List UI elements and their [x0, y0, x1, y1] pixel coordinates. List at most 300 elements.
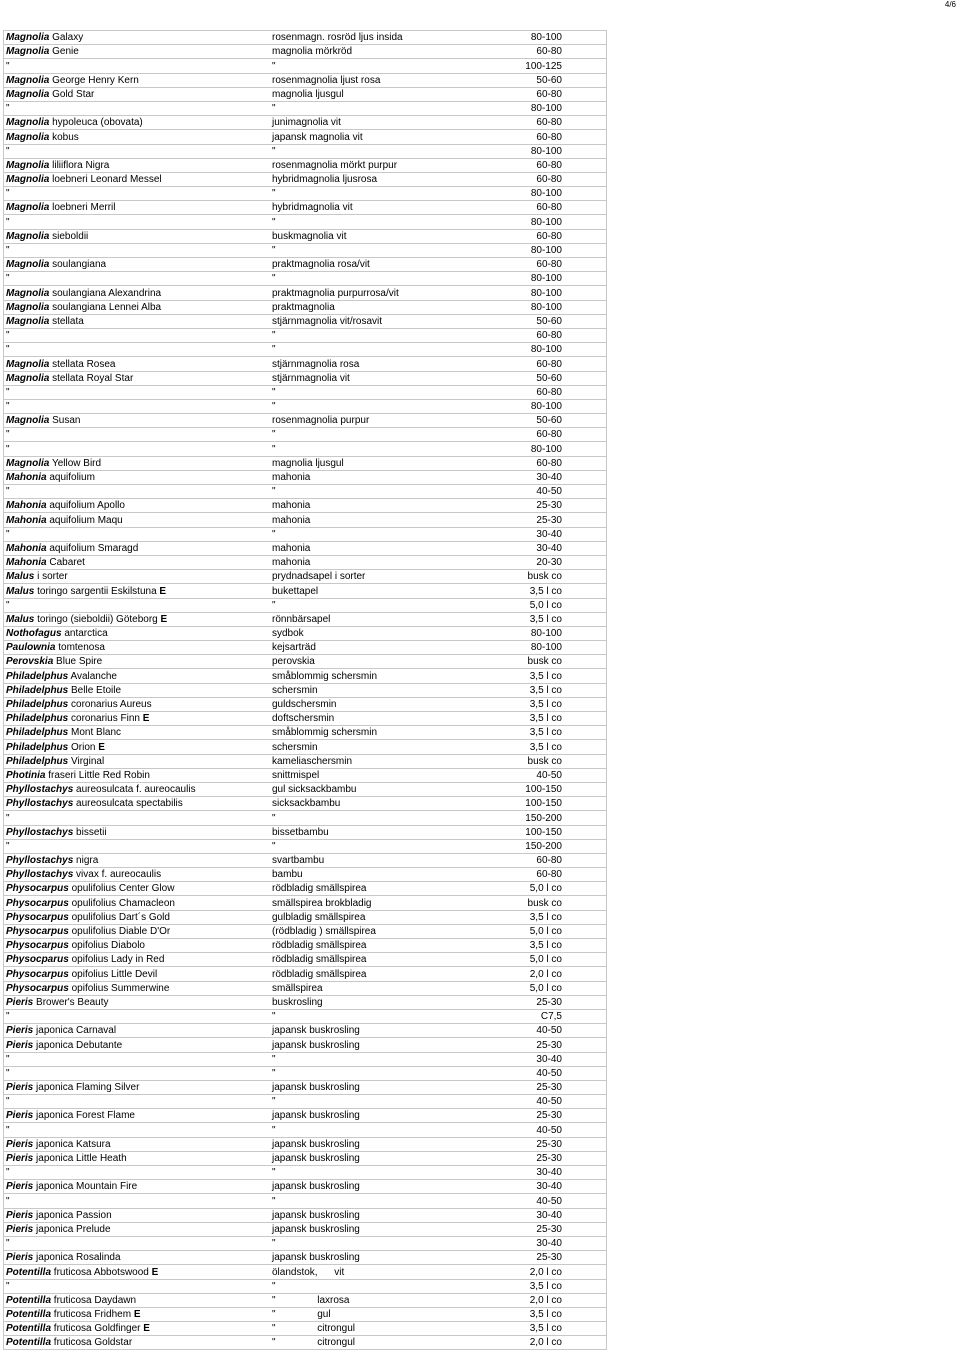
genus-label: Philadelphus	[6, 670, 69, 682]
genus-label: Phyllostachys	[6, 784, 74, 796]
table-row	[4, 825, 607, 839]
plant-name-cell	[4, 470, 271, 484]
genus-label: Phyllostachys	[6, 798, 74, 810]
plant-table-body	[4, 31, 607, 1350]
description-cell: "	[270, 1052, 470, 1066]
species-label: loebneri Merril	[52, 202, 116, 214]
description-cell: prydnadsapel i sorter	[270, 570, 470, 584]
genus-label: Potentilla	[6, 1337, 52, 1349]
species-label: coronarius Aureus	[71, 699, 152, 710]
description-cell: hybridmagnolia ljusrosa	[270, 172, 470, 186]
plant-name-cell	[4, 981, 271, 995]
plant-name-cell	[4, 839, 271, 853]
size-cell: 3,5 l co	[470, 683, 607, 697]
description-cell: småblommig schersmin	[270, 726, 470, 740]
species-label: Galaxy	[52, 32, 84, 44]
species-label: aureosulcata f. aureocaulis	[76, 784, 196, 796]
species-label: Cabaret	[49, 557, 85, 569]
species-label: "	[6, 216, 10, 228]
table-row	[4, 612, 607, 626]
genus-label: Mahonia	[6, 500, 47, 512]
table-row	[4, 1222, 607, 1236]
species-label: bissetii	[76, 826, 107, 838]
description-cell: (rödbladig ) smällspirea	[270, 924, 470, 938]
species-label: "	[6, 1280, 10, 1292]
size-cell: 60-80	[470, 87, 607, 101]
table-row	[4, 442, 607, 456]
size-cell: 3,5 l co	[470, 939, 607, 953]
genus-label: Physocarpus	[6, 968, 69, 980]
page-number: 4/6	[944, 0, 956, 9]
species-label: "	[6, 103, 10, 115]
size-cell: 150-200	[470, 811, 607, 825]
plant-name-cell	[4, 882, 271, 896]
table-row	[4, 1194, 607, 1208]
table-row	[4, 981, 607, 995]
plant-name-cell	[4, 1222, 271, 1236]
species-label: stellata	[52, 315, 84, 327]
table-row	[4, 967, 607, 981]
species-label: japonica Passion	[36, 1209, 112, 1221]
table-row	[4, 1279, 607, 1293]
description-cell: "	[270, 399, 470, 413]
description-cell: mahonia	[270, 541, 470, 555]
table-row	[4, 768, 607, 782]
table-row	[4, 697, 607, 711]
plant-name-cell	[4, 939, 271, 953]
size-cell: 25-30	[470, 1038, 607, 1052]
species-label: "	[6, 1067, 10, 1079]
genus-label: Physocarpus	[6, 883, 69, 895]
size-cell: 80-100	[470, 399, 607, 413]
description-cell: junimagnolia vit	[270, 116, 470, 130]
description-cell: hybridmagnolia vit	[270, 201, 470, 215]
plant-name-cell	[4, 726, 271, 740]
size-cell: 60-80	[470, 258, 607, 272]
size-cell: 50-60	[470, 314, 607, 328]
table-row	[4, 924, 607, 938]
table-row	[4, 555, 607, 569]
genus-label: Physocarpus	[6, 940, 69, 952]
genus-label: Nothofagus	[6, 628, 62, 640]
plant-name-cell	[4, 314, 271, 328]
species-label: George Henry Kern	[52, 74, 139, 86]
genus-label: Magnolia	[6, 131, 50, 143]
plant-name-cell	[4, 712, 271, 726]
genus-label: Pieris	[6, 1209, 34, 1221]
plant-name-cell	[4, 215, 271, 229]
description-cell: japansk buskrosling	[270, 1109, 470, 1123]
size-cell: 80-100	[470, 144, 607, 158]
plant-name-cell	[4, 286, 271, 300]
table-row	[4, 712, 607, 726]
plant-name-cell	[4, 1307, 271, 1321]
size-cell: 30-40	[470, 470, 607, 484]
description-cell: rödbladig smällspirea	[270, 939, 470, 953]
description-cell: svartbambu	[270, 853, 470, 867]
plant-name-cell	[4, 853, 271, 867]
size-cell: 40-50	[470, 768, 607, 782]
size-cell: 25-30	[470, 1109, 607, 1123]
size-cell: 3,5 l co	[470, 712, 607, 726]
description-cell: "	[270, 187, 470, 201]
size-cell: 30-40	[470, 541, 607, 555]
species-label: aquifolium Smaragd	[49, 542, 139, 554]
description-cell: småblommig schersmin	[270, 669, 470, 683]
plant-name-cell	[4, 357, 271, 371]
plant-name-cell	[4, 697, 271, 711]
size-cell: 60-80	[470, 328, 607, 342]
species-label: "	[6, 486, 10, 498]
description-cell: "	[270, 385, 470, 399]
description-cell: stjärnmagnolia rosa	[270, 357, 470, 371]
description-cell: mahonia	[270, 499, 470, 513]
table-row	[4, 811, 607, 825]
species-label: japonica Flaming Silver	[36, 1082, 140, 1094]
size-cell: 2,0 l co	[470, 1336, 607, 1350]
table-row	[4, 1137, 607, 1151]
plant-name-cell	[4, 953, 271, 967]
species-label: antarctica	[64, 628, 108, 640]
table-row	[4, 527, 607, 541]
species-label: stellata Rosea	[52, 358, 116, 370]
genus-label: Pieris	[6, 1223, 34, 1235]
description-cell: " laxrosa	[270, 1293, 470, 1307]
description-cell: rosenmagnolia mörkt purpur	[270, 158, 470, 172]
size-cell: busk co	[470, 570, 607, 584]
species-label: "	[6, 401, 10, 413]
plant-name-cell	[4, 967, 271, 981]
species-label: "	[6, 528, 10, 540]
species-label: soulangiana Alexandrina	[52, 287, 162, 299]
table-row	[4, 399, 607, 413]
table-row	[4, 1336, 607, 1350]
size-cell: busk co	[470, 896, 607, 910]
table-row	[4, 939, 607, 953]
plant-name-cell	[4, 1080, 271, 1094]
plant-name-cell	[4, 1151, 271, 1165]
table-row	[4, 839, 607, 853]
size-cell: 60-80	[470, 428, 607, 442]
description-cell: kameliaschersmin	[270, 754, 470, 768]
size-cell: 80-100	[470, 101, 607, 115]
species-label: fruticosa Fridhem	[53, 1309, 132, 1321]
species-label: Yellow Bird	[51, 457, 102, 469]
description-cell: "	[270, 1009, 470, 1023]
plant-name-cell	[4, 243, 271, 257]
description-cell: mahonia	[270, 513, 470, 527]
table-row	[4, 1109, 607, 1123]
size-cell: 3,5 l co	[470, 669, 607, 683]
plant-name-cell	[4, 910, 271, 924]
table-row	[4, 130, 607, 144]
size-cell: 80-100	[470, 300, 607, 314]
table-row	[4, 910, 607, 924]
description-cell: japansk magnolia vit	[270, 130, 470, 144]
table-row	[4, 598, 607, 612]
plant-name-cell	[4, 158, 271, 172]
plant-name-cell	[4, 172, 271, 186]
size-cell: 100-125	[470, 59, 607, 73]
species-label: japonica Katsura	[36, 1138, 111, 1150]
plant-name-cell	[4, 1052, 271, 1066]
description-cell: buskrosling	[270, 995, 470, 1009]
size-cell: 25-30	[470, 1137, 607, 1151]
table-row	[4, 1024, 607, 1038]
plant-name-cell	[4, 598, 271, 612]
species-label: opulifolius Center Glow	[71, 883, 175, 895]
species-label: "	[6, 1096, 10, 1108]
plant-name-cell	[4, 1109, 271, 1123]
size-cell: 30-40	[470, 527, 607, 541]
size-cell: 25-30	[470, 513, 607, 527]
plant-name-cell	[4, 272, 271, 286]
table-row	[4, 1052, 607, 1066]
genus-label: Pieris	[6, 1110, 34, 1122]
plant-name-cell	[4, 1279, 271, 1293]
table-row	[4, 1293, 607, 1307]
table-row	[4, 1236, 607, 1250]
species-label: aquifolium Apollo	[49, 500, 125, 512]
size-cell: 80-100	[470, 272, 607, 286]
table-row	[4, 357, 607, 371]
species-label: liliiflora Nigra	[52, 159, 110, 171]
species-label: "	[6, 599, 10, 611]
table-row	[4, 272, 607, 286]
e-mark-label: E	[159, 585, 167, 597]
table-row	[4, 882, 607, 896]
size-cell: 25-30	[470, 1251, 607, 1265]
table-row	[4, 258, 607, 272]
plant-name-cell	[4, 584, 271, 598]
size-cell: 80-100	[470, 626, 607, 640]
size-cell: 80-100	[470, 187, 607, 201]
description-cell: " citrongul	[270, 1336, 470, 1350]
table-row	[4, 513, 607, 527]
description-cell: "	[270, 243, 470, 257]
size-cell: 60-80	[470, 130, 607, 144]
genus-label: Magnolia	[6, 301, 50, 313]
size-cell: 3,5 l co	[470, 612, 607, 626]
table-row	[4, 371, 607, 385]
plant-name-cell	[4, 612, 271, 626]
species-label: fraseri Little Red Robin	[48, 769, 150, 781]
plant-name-cell	[4, 1236, 271, 1250]
plant-name-cell	[4, 258, 271, 272]
table-row	[4, 868, 607, 882]
plant-name-cell	[4, 1009, 271, 1023]
plant-name-cell	[4, 1208, 271, 1222]
table-row	[4, 456, 607, 470]
genus-label: Physocparus	[6, 954, 69, 966]
size-cell: 60-80	[470, 868, 607, 882]
table-row	[4, 87, 607, 101]
genus-label: Magnolia	[6, 117, 50, 129]
plant-name-cell	[4, 768, 271, 782]
plant-name-cell	[4, 1180, 271, 1194]
species-label: "	[6, 273, 10, 285]
plant-name-cell	[4, 485, 271, 499]
plant-name-cell	[4, 428, 271, 442]
plant-name-cell	[4, 229, 271, 243]
e-mark-label: E	[133, 1309, 141, 1321]
plant-name-cell	[4, 1095, 271, 1109]
description-cell: bukettapel	[270, 584, 470, 598]
species-label: Brower's Beauty	[36, 996, 109, 1008]
plant-name-cell	[4, 1123, 271, 1137]
size-cell: 80-100	[470, 243, 607, 257]
plant-name-cell	[4, 868, 271, 882]
species-label: vivax f. aureocaulis	[76, 869, 162, 881]
species-label: opulifolius Dart´s Gold	[71, 911, 170, 923]
species-label: "	[6, 840, 10, 852]
plant-name-cell	[4, 456, 271, 470]
species-label: fruticosa Abbotswood	[53, 1266, 149, 1278]
genus-label: Magnolia	[6, 457, 50, 469]
e-mark-label: E	[98, 741, 105, 753]
genus-label: Philadelphus	[6, 741, 69, 753]
description-cell: ölandstok, vit	[270, 1265, 470, 1279]
genus-label: Magnolia	[6, 88, 50, 100]
table-row	[4, 1151, 607, 1165]
table-row	[4, 343, 607, 357]
description-cell: "	[270, 1095, 470, 1109]
plant-name-cell	[4, 669, 271, 683]
description-cell: "	[270, 527, 470, 541]
species-label: coronarius Finn	[71, 713, 140, 725]
genus-label: Magnolia	[6, 32, 50, 44]
species-label: "	[6, 1167, 10, 1179]
size-cell: C7,5	[470, 1009, 607, 1023]
species-label: kobus	[52, 131, 79, 143]
genus-label: Mahonia	[6, 472, 47, 483]
species-label: Susan	[52, 415, 81, 427]
description-cell: "	[270, 59, 470, 73]
plant-name-cell	[4, 782, 271, 796]
table-row	[4, 541, 607, 555]
table-row	[4, 116, 607, 130]
description-cell: "	[270, 1236, 470, 1250]
species-label: toringo sargentii Eskilstuna	[37, 585, 157, 597]
size-cell: 25-30	[470, 1151, 607, 1165]
plant-name-cell	[4, 144, 271, 158]
description-cell: "	[270, 428, 470, 442]
size-cell: 3,5 l co	[470, 1279, 607, 1293]
species-label: opulifolius Diable D'Or	[71, 926, 171, 937]
table-row	[4, 73, 607, 87]
description-cell: rosenmagnolia purpur	[270, 414, 470, 428]
species-label: i sorter	[37, 571, 68, 583]
species-label: stellata Royal Star	[52, 372, 134, 384]
size-cell: 30-40	[470, 1180, 607, 1194]
genus-label: Paulownia	[6, 642, 56, 654]
plant-name-cell	[4, 995, 271, 1009]
description-cell: " gul	[270, 1307, 470, 1321]
size-cell: 40-50	[470, 1024, 607, 1038]
size-cell: 50-60	[470, 73, 607, 87]
genus-label: Pieris	[6, 1153, 34, 1164]
description-cell: stjärnmagnolia vit/rosavit	[270, 314, 470, 328]
size-cell: 150-200	[470, 839, 607, 853]
species-label: fruticosa Daydawn	[53, 1294, 137, 1306]
size-cell: 20-30	[470, 555, 607, 569]
table-row	[4, 385, 607, 399]
description-cell: "	[270, 343, 470, 357]
plant-name-cell	[4, 1293, 271, 1307]
description-cell: perovskia	[270, 655, 470, 669]
description-cell: magnolia ljusgul	[270, 87, 470, 101]
plant-name-cell	[4, 59, 271, 73]
description-cell: mahonia	[270, 470, 470, 484]
species-label: aquifolium Maqu	[49, 514, 123, 526]
species-label: japonica Prelude	[36, 1223, 111, 1235]
size-cell: 40-50	[470, 1066, 607, 1080]
table-row	[4, 414, 607, 428]
table-row	[4, 1080, 607, 1094]
table-row	[4, 1265, 607, 1279]
e-mark-label: E	[143, 1323, 150, 1335]
description-cell: "	[270, 328, 470, 342]
description-cell: japansk buskrosling	[270, 1222, 470, 1236]
size-cell: 60-80	[470, 385, 607, 399]
species-label: nigra	[76, 855, 99, 867]
species-label: "	[6, 145, 10, 157]
description-cell: rödbladig smällspirea	[270, 967, 470, 981]
size-cell: 60-80	[470, 229, 607, 243]
plant-name-cell	[4, 740, 271, 754]
plant-name-cell	[4, 499, 271, 513]
description-cell: rosenmagn. rosröd ljus insida	[270, 31, 470, 45]
plant-name-cell	[4, 683, 271, 697]
species-label: "	[6, 330, 10, 342]
size-cell: 25-30	[470, 995, 607, 1009]
plant-name-cell	[4, 31, 271, 45]
size-cell: 60-80	[470, 853, 607, 867]
size-cell: 60-80	[470, 201, 607, 215]
description-cell: praktmagnolia	[270, 300, 470, 314]
table-row	[4, 1038, 607, 1052]
description-cell: magnolia mörkröd	[270, 45, 470, 59]
species-label: fruticosa Goldfinger	[53, 1323, 141, 1335]
table-row	[4, 499, 607, 513]
size-cell: 80-100	[470, 215, 607, 229]
description-cell: gul sicksackbambu	[270, 782, 470, 796]
size-cell: 30-40	[470, 1166, 607, 1180]
species-label: Orion	[71, 741, 96, 753]
plant-name-cell	[4, 385, 271, 399]
table-row	[4, 101, 607, 115]
table-row	[4, 626, 607, 640]
table-row	[4, 286, 607, 300]
genus-label: Magnolia	[6, 287, 50, 299]
species-label: Blue Spire	[56, 656, 103, 668]
e-mark-label: E	[151, 1266, 159, 1278]
description-cell: "	[270, 598, 470, 612]
size-cell: 40-50	[470, 1123, 607, 1137]
description-cell: "	[270, 1279, 470, 1293]
description-cell: sydbok	[270, 626, 470, 640]
plant-name-cell	[4, 1038, 271, 1052]
size-cell: 25-30	[470, 1080, 607, 1094]
table-row	[4, 187, 607, 201]
species-label: "	[6, 188, 10, 200]
plant-name-cell	[4, 570, 271, 584]
plant-name-cell	[4, 371, 271, 385]
table-row	[4, 754, 607, 768]
table-row	[4, 328, 607, 342]
table-row	[4, 896, 607, 910]
plant-name-cell	[4, 1322, 271, 1336]
